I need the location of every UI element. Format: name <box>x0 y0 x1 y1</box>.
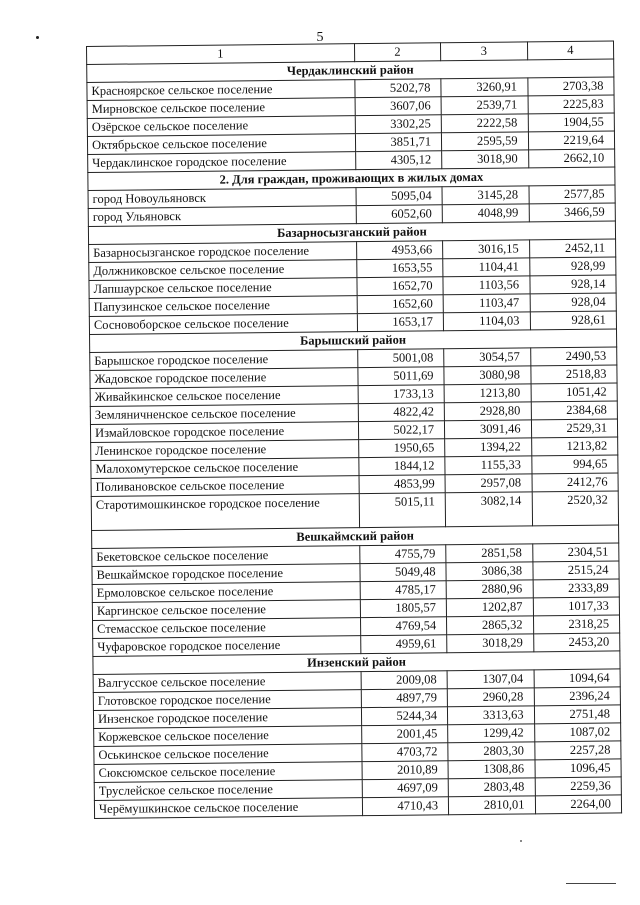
value-cell: 2384,68 <box>531 401 618 420</box>
settlement-name: Базарносызганское городское поселение <box>89 242 357 263</box>
value-cell: 1096,45 <box>535 759 622 778</box>
settlement-name: Ермоловское сельское поселение <box>92 582 360 603</box>
value-cell: 4305,12 <box>355 151 442 170</box>
value-cell: 4710,43 <box>362 797 449 816</box>
value-cell: 2865,32 <box>447 616 534 635</box>
value-cell: 3851,71 <box>355 133 442 152</box>
value-cell: 2225,83 <box>528 95 615 114</box>
settlement-name: Ленинское городское поселение <box>91 440 359 461</box>
value-cell: 1094,64 <box>534 669 621 688</box>
value-cell: 2928,80 <box>444 402 531 421</box>
value-cell: 994,65 <box>531 455 618 474</box>
value-cell: 5244,34 <box>361 707 448 726</box>
settlement-name: Глотовское городское поселение <box>93 690 361 711</box>
value-cell: 2803,30 <box>448 742 535 761</box>
value-cell: 1087,02 <box>534 723 621 742</box>
value-cell: 2412,76 <box>532 473 619 492</box>
value-cell: 2333,89 <box>533 579 620 598</box>
value-cell: 5049,48 <box>360 563 447 582</box>
value-cell: 2009,08 <box>361 671 448 690</box>
settlement-name: Черёмушкинское сельское поселение <box>94 798 362 819</box>
value-cell: 4959,61 <box>360 635 447 654</box>
table-row <box>91 491 618 531</box>
value-cell: 3260,91 <box>441 78 528 97</box>
table-body <box>87 41 622 818</box>
settlement-name: Бекетовское сельское поселение <box>92 546 360 567</box>
value-cell: 928,14 <box>529 275 616 294</box>
value-cell: 1653,55 <box>356 259 443 278</box>
value-cell: 3302,25 <box>355 115 442 134</box>
settlement-name: Должниковское сельское поселение <box>89 260 357 281</box>
value-cell: 2518,83 <box>530 365 617 384</box>
value-cell: 928,61 <box>530 311 617 330</box>
value-cell: 1155,33 <box>445 456 532 475</box>
value-cell: 2957,08 <box>445 474 532 493</box>
section-title: Инзенский район <box>93 651 620 675</box>
value-cell: 3082,14 <box>445 492 532 527</box>
value-cell: 2803,48 <box>448 778 535 797</box>
settlement-name: Октябрьское сельское поселение <box>87 134 355 155</box>
value-cell: 4897,79 <box>361 689 448 708</box>
value-cell: 1652,70 <box>357 277 444 296</box>
settlement-name: Валгусское сельское поселение <box>93 672 361 693</box>
value-cell: 928,99 <box>529 257 616 276</box>
value-cell: 2453,20 <box>533 633 620 652</box>
value-cell: 1202,87 <box>446 598 533 617</box>
value-cell: 3086,38 <box>446 562 533 581</box>
settlement-name: Мирновское сельское поселение <box>87 98 355 119</box>
settlement-name: Каргинское сельское поселение <box>92 600 360 621</box>
value-cell: 1844,12 <box>358 457 445 476</box>
value-cell: 5011,69 <box>357 367 444 386</box>
value-cell: 1733,13 <box>358 385 445 404</box>
section-title: Чердаклинский район <box>87 59 614 83</box>
footer-rule <box>566 883 616 884</box>
value-cell: 1051,42 <box>531 383 618 402</box>
value-cell: 2010,89 <box>362 761 449 780</box>
value-cell: 3054,57 <box>444 348 531 367</box>
value-cell: 4697,09 <box>362 779 449 798</box>
value-cell: 2259,36 <box>535 777 622 796</box>
settlement-name: Измайловское городское поселение <box>90 422 358 443</box>
section-title: Барышский район <box>90 329 617 353</box>
settlement-name: город Ульяновск <box>88 206 356 227</box>
tariff-table <box>86 40 622 818</box>
column-header: 3 <box>441 42 528 61</box>
value-cell: 3018,90 <box>442 150 529 169</box>
value-cell: 2960,28 <box>447 688 534 707</box>
value-cell: 2396,24 <box>534 687 621 706</box>
settlement-name: Вешкаймское городское поселение <box>92 564 360 585</box>
settlement-name: Коржевское сельское поселение <box>94 726 362 747</box>
value-cell: 3607,06 <box>355 97 442 116</box>
value-cell: 2304,51 <box>532 543 619 562</box>
value-cell: 3080,98 <box>444 366 531 385</box>
value-cell: 4703,72 <box>361 743 448 762</box>
settlement-name: Труслейское сельское поселение <box>94 780 362 801</box>
value-cell: 3145,28 <box>442 186 529 205</box>
column-header: 2 <box>354 43 441 62</box>
value-cell: 1950,65 <box>358 439 445 458</box>
value-cell: 1299,42 <box>448 724 535 743</box>
value-cell: 5001,08 <box>357 349 444 368</box>
value-cell: 3313,63 <box>448 706 535 725</box>
value-cell: 2515,24 <box>532 561 619 580</box>
value-cell: 5202,78 <box>354 79 441 98</box>
value-cell: 1213,80 <box>444 384 531 403</box>
value-cell: 3466,59 <box>529 203 616 222</box>
settlement-name: Старотимошкинское городское поселение <box>91 494 359 531</box>
value-cell: 1307,04 <box>447 670 534 689</box>
value-cell: 2318,25 <box>533 615 620 634</box>
value-cell: 1103,47 <box>443 294 530 313</box>
settlement-name: Красноярское сельское поселение <box>87 80 355 101</box>
section-title: 2. Для граждан, проживающих в жилых домах <box>88 167 615 191</box>
value-cell: 4769,54 <box>360 617 447 636</box>
settlement-name: Озёрское сельское поселение <box>87 116 355 137</box>
value-cell: 5095,04 <box>356 187 443 206</box>
settlement-name: Малохомутерское сельское поселение <box>91 458 359 479</box>
value-cell: 1103,56 <box>443 276 530 295</box>
value-cell: 1213,82 <box>531 437 618 456</box>
value-cell: 2264,00 <box>535 795 622 814</box>
value-cell: 3018,29 <box>447 634 534 653</box>
value-cell: 4853,99 <box>359 475 446 494</box>
value-cell: 2222,58 <box>441 114 528 133</box>
settlement-name: Сюксюмское сельское поселение <box>94 762 362 783</box>
settlement-name: Сосновоборское сельское поселение <box>89 314 357 335</box>
value-cell: 1653,17 <box>357 313 444 332</box>
value-cell: 1104,03 <box>443 312 530 331</box>
value-cell: 2452,11 <box>529 239 616 258</box>
value-cell: 2810,01 <box>448 796 535 815</box>
settlement-name: Живайкинское сельское поселение <box>90 386 358 407</box>
column-header: 4 <box>527 41 614 60</box>
settlement-name: город Новоульяновск <box>88 188 356 209</box>
settlement-name: Жадовское городское поселение <box>90 368 358 389</box>
value-cell: 2662,10 <box>528 149 615 168</box>
section-title: Базарносызганский район <box>88 221 615 245</box>
value-cell: 1308,86 <box>448 760 535 779</box>
value-cell: 2595,59 <box>441 132 528 151</box>
page-number: 5 <box>316 30 324 45</box>
settlement-name: Чуфаровское городское поселение <box>93 636 361 657</box>
value-cell: 4048,99 <box>442 204 529 223</box>
value-cell: 2257,28 <box>534 741 621 760</box>
value-cell: 2751,48 <box>534 705 621 724</box>
settlement-name: Стемасское сельское поселение <box>93 618 361 639</box>
settlement-name: Поливановское сельское поселение <box>91 476 359 497</box>
value-cell: 2880,96 <box>446 580 533 599</box>
settlement-name: Земляничненское сельское поселение <box>90 404 358 425</box>
scan-mark <box>520 840 522 842</box>
column-header: 1 <box>87 44 355 65</box>
value-cell: 5015,11 <box>359 493 446 528</box>
value-cell: 5022,17 <box>358 421 445 440</box>
value-cell: 2001,45 <box>361 725 448 744</box>
settlement-name: Чердаклинское городское поселение <box>88 152 356 173</box>
settlement-name: Оськинское сельское поселение <box>94 744 362 765</box>
settlement-name: Барышское городское поселение <box>90 350 358 371</box>
section-title: Вешкаймский район <box>92 525 619 549</box>
value-cell: 2520,32 <box>532 491 619 526</box>
value-cell: 1805,57 <box>360 599 447 618</box>
value-cell: 2577,85 <box>529 185 616 204</box>
value-cell: 2703,38 <box>527 77 614 96</box>
value-cell: 2851,58 <box>446 544 533 563</box>
value-cell: 3016,15 <box>443 240 530 259</box>
value-cell: 1017,33 <box>533 597 620 616</box>
value-cell: 2219,64 <box>528 131 615 150</box>
value-cell: 1652,60 <box>357 295 444 314</box>
settlement-name: Инзенское городское поселение <box>93 708 361 729</box>
value-cell: 2529,31 <box>531 419 618 438</box>
value-cell: 1104,41 <box>443 258 530 277</box>
value-cell: 1904,55 <box>528 113 615 132</box>
value-cell: 928,04 <box>530 293 617 312</box>
value-cell: 4755,79 <box>359 545 446 564</box>
value-cell: 2490,53 <box>530 347 617 366</box>
value-cell: 2539,71 <box>441 96 528 115</box>
settlement-name: Папузинское сельское поселение <box>89 296 357 317</box>
value-cell: 6052,60 <box>356 205 443 224</box>
value-cell: 4953,66 <box>356 241 443 260</box>
value-cell: 4822,42 <box>358 403 445 422</box>
value-cell: 4785,17 <box>360 581 447 600</box>
settlement-name: Лапшаурское сельское поселение <box>89 278 357 299</box>
value-cell: 3091,46 <box>445 420 532 439</box>
value-cell: 1394,22 <box>445 438 532 457</box>
